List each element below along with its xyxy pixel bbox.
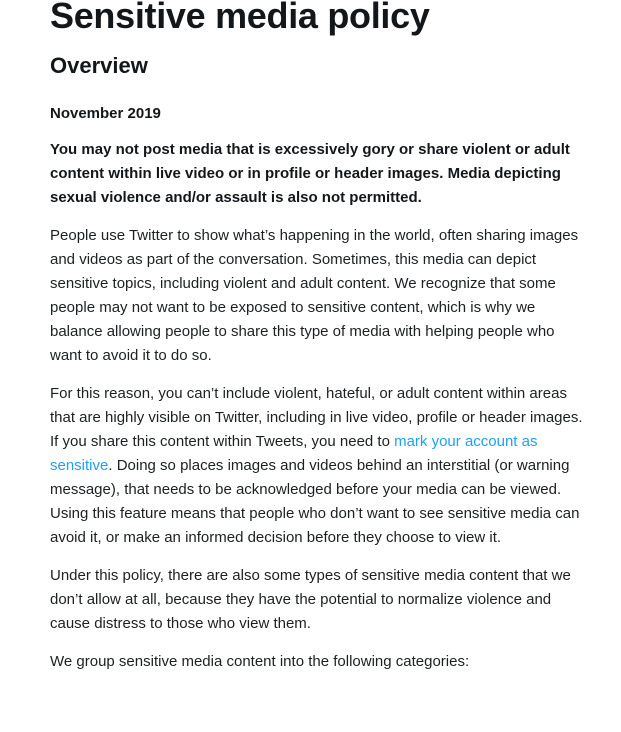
paragraph-2-text-after-link: . Doing so places images and videos behind an interstitial (or warning message), that needs to be acknowledged before your media can be viewed. Using this feature means that people who don’t want to see sensitive media can avoid it, or make an informed decision before they choose to view it. [50,457,580,546]
paragraph-2-text-before-link: For this reason, you can’t include violent, hateful, or adult content within areas that are highly visible on Twitter, including in live video, profile or header images. If you share this content within Tweets, you need to [50,385,583,450]
lead-paragraph: You may not post media that is excessively gory or share violent or adult content within live video or in profile or header images. Media depicting sexual violence and/or assault is also not permitted. [50,141,570,206]
paragraph-1: People use Twitter to show what’s happening in the world, often sharing images and videos as part of the conversation. Sometimes, this media can depict sensitive topics, including violent and adult content. We recognize that some people may not want to be exposed to sensitive content, which is why we balance allowing people to share this type of media with helping people who want to avoid it to do so. [50,227,579,364]
paragraph-2 [50,382,590,550]
paragraph-4: We group sensitive media content into the following categories: [50,653,470,670]
section-heading-overview: Overview [50,53,148,78]
policy-date: November 2019 [50,105,161,122]
paragraph-3: Under this policy, there are also some types of sensitive media content that we don’t allow at all, because they have the potential to normalize violence and cause distress to those who view them. [50,567,571,632]
mark-account-sensitive-link[interactable]: mark your account as sensitive [50,433,538,474]
page-title: Sensitive media policy [50,0,430,36]
article-content [50,0,590,674]
